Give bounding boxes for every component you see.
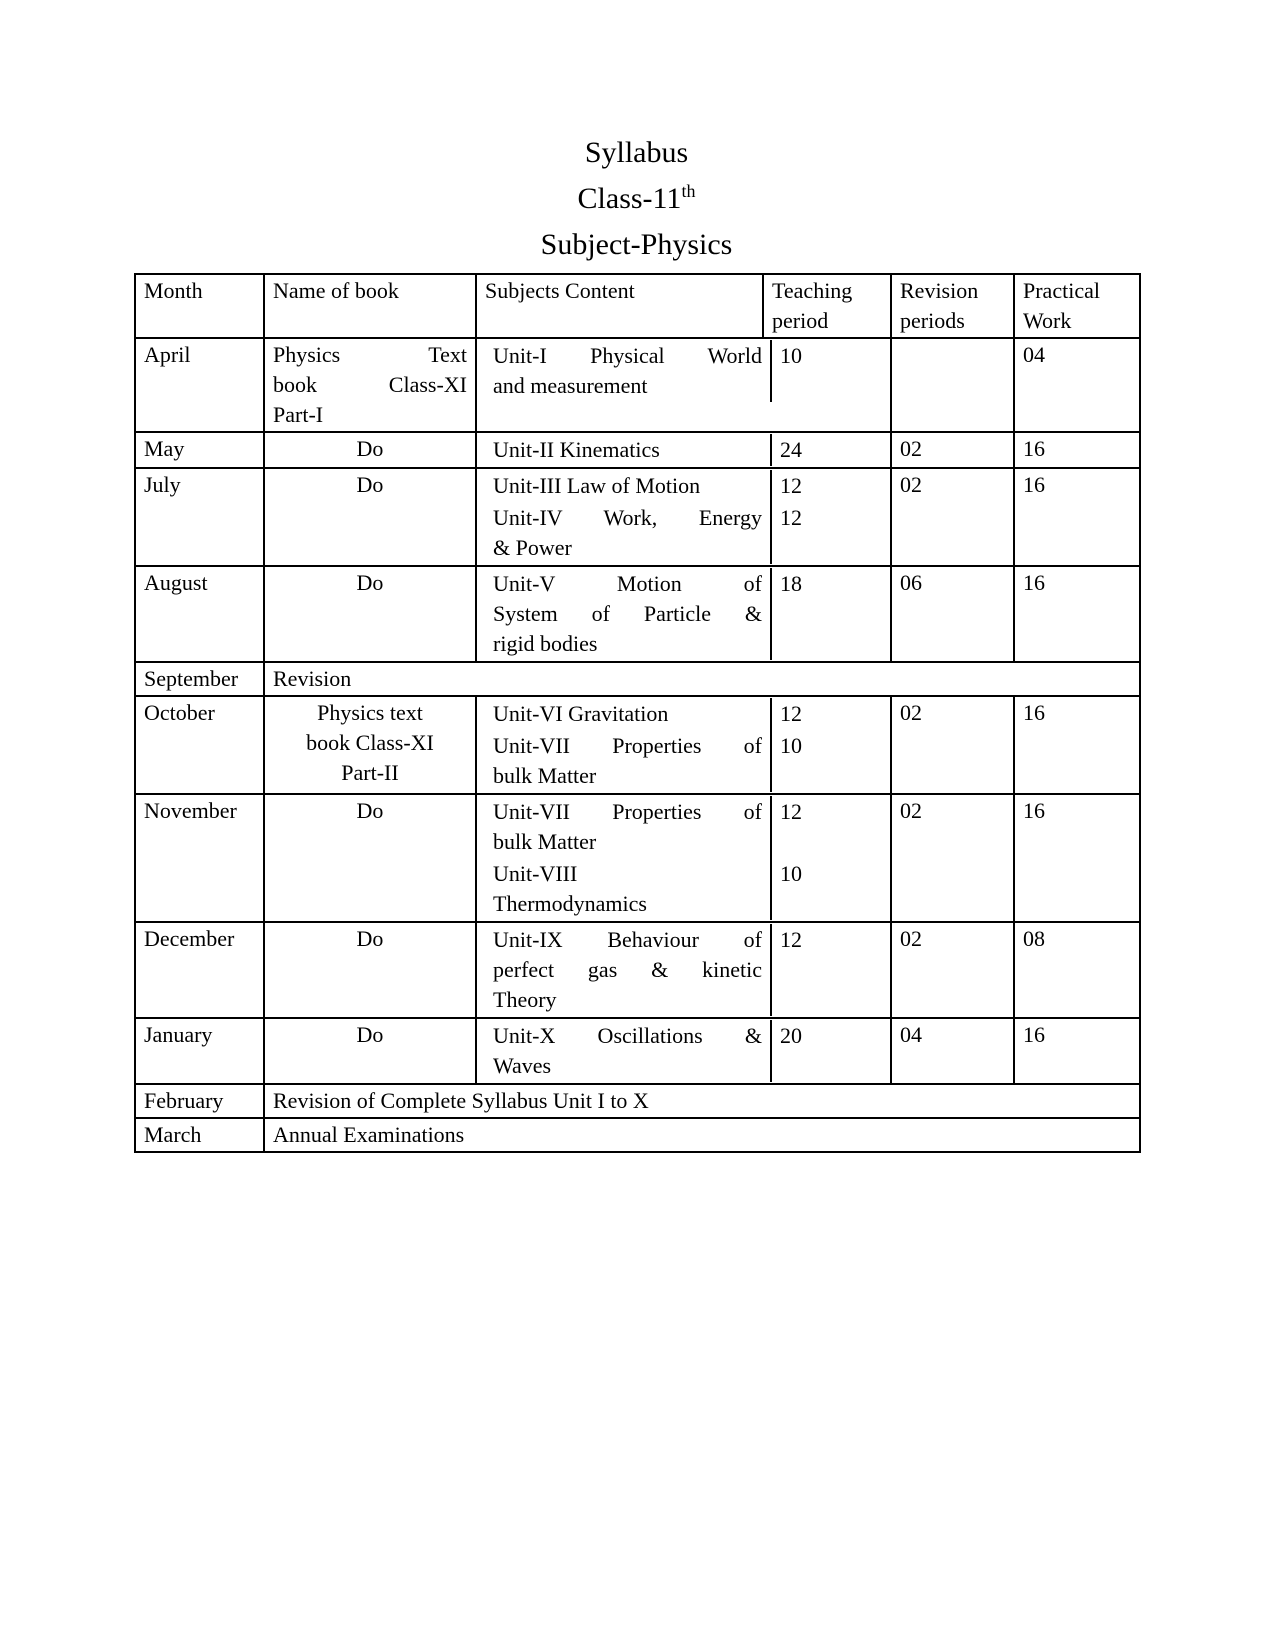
table-row-july	[135, 468, 1140, 566]
content-and-teaching-cell	[476, 566, 891, 662]
month-cell: November	[135, 794, 264, 922]
unit-item	[485, 568, 882, 660]
unit-line: Unit-X Oscillations &	[493, 1023, 762, 1048]
unit-item	[485, 924, 882, 1016]
merged-cell: Revision of Complete Syllabus Unit I to X	[264, 1084, 1140, 1118]
table-row-december	[135, 922, 1140, 1018]
month-cell: September	[135, 662, 264, 696]
unit-line: Unit-I Physical World	[493, 343, 762, 368]
teaching-period-value: 12	[780, 701, 802, 726]
header-row	[135, 274, 1140, 338]
unit-item	[485, 434, 882, 466]
title-subject: Subject-Physics	[540, 228, 733, 261]
header-month: Month	[135, 274, 264, 338]
table-row-february	[135, 1084, 1140, 1118]
book-cell: Do	[264, 1018, 476, 1084]
content-and-teaching-cell	[476, 1018, 891, 1084]
revision-periods-cell: 02	[891, 468, 1014, 566]
unit-text	[485, 502, 772, 564]
unit-item	[485, 470, 882, 502]
unit-line: and measurement	[493, 373, 648, 398]
unit-line: Unit-IX Behaviour of	[493, 927, 762, 952]
month-cell: February	[135, 1084, 264, 1118]
unit-text	[485, 470, 772, 502]
practical-work-cell: 08	[1014, 922, 1140, 1018]
merged-cell: Annual Examinations	[264, 1118, 1140, 1152]
teaching-period-value: 12	[780, 505, 802, 530]
book-cell	[264, 696, 476, 794]
unit-line: Unit-III Law of Motion	[493, 473, 701, 498]
book-line: book Class-XI	[306, 730, 434, 755]
unit-text	[485, 340, 772, 402]
header-teaching-period: Teaching period	[763, 274, 891, 338]
unit-item	[485, 730, 882, 792]
book-line: Part-I	[273, 402, 324, 427]
revision-periods-cell: 02	[891, 696, 1014, 794]
book-cell	[264, 338, 476, 432]
book-cell: Do	[264, 922, 476, 1018]
unit-line: Thermodynamics	[493, 891, 647, 916]
unit-line: Unit-VII Properties of	[493, 733, 762, 758]
table-row-april	[135, 338, 1140, 432]
unit-item	[485, 1020, 882, 1082]
practical-work-cell: 16	[1014, 566, 1140, 662]
unit-line: Unit-VIII	[493, 861, 578, 886]
unit-text	[485, 1020, 772, 1082]
month-cell: May	[135, 432, 264, 468]
teaching-period-value: 12	[780, 927, 802, 952]
book-line: Part-II	[341, 760, 399, 785]
teaching-period-value: 12	[780, 473, 802, 498]
teaching-period-value: 20	[780, 1023, 802, 1048]
table-row-march	[135, 1118, 1140, 1152]
unit-line: Unit-V Motion of	[493, 571, 762, 596]
book-cell: Do	[264, 566, 476, 662]
book-line: book Class-XI	[273, 372, 467, 397]
header-practical-work: Practical Work	[1014, 274, 1140, 338]
month-cell: January	[135, 1018, 264, 1084]
table-row-november	[135, 794, 1140, 922]
practical-work-cell: 04	[1014, 338, 1140, 432]
teaching-period-value: 24	[780, 437, 802, 462]
month-cell: March	[135, 1118, 264, 1152]
practical-work-cell: 16	[1014, 794, 1140, 922]
unit-line: & Power	[493, 535, 572, 560]
unit-line: System of Particle &	[493, 601, 762, 626]
unit-line: Unit-VII Properties of	[493, 799, 762, 824]
content-and-teaching-cell	[476, 696, 891, 794]
month-cell: October	[135, 696, 264, 794]
book-cell: Do	[264, 432, 476, 468]
table-row-january	[135, 1018, 1140, 1084]
unit-item	[485, 796, 882, 858]
practical-work-cell: 16	[1014, 432, 1140, 468]
unit-text	[485, 434, 772, 466]
unit-line: Unit-IV Work, Energy	[493, 505, 762, 530]
revision-periods-cell: 02	[891, 432, 1014, 468]
table-row-may	[135, 432, 1140, 468]
unit-text	[485, 698, 772, 730]
document-title-block	[134, 130, 1139, 268]
unit-text	[485, 858, 772, 920]
syllabus-table	[134, 273, 1141, 1153]
book-line: Physics Text	[273, 342, 467, 367]
content-and-teaching-cell	[476, 794, 891, 922]
revision-periods-cell	[891, 338, 1014, 432]
title-class-superscript: th	[681, 181, 696, 201]
header-subjects-content: Subjects Content	[476, 274, 763, 338]
month-cell: July	[135, 468, 264, 566]
month-cell: August	[135, 566, 264, 662]
unit-line: Unit-II Kinematics	[493, 437, 660, 462]
unit-line: rigid bodies	[493, 631, 598, 656]
practical-work-cell: 16	[1014, 696, 1140, 794]
teaching-period-value: 18	[780, 571, 802, 596]
title-class-base: Class-11	[577, 182, 682, 215]
table-row-august	[135, 566, 1140, 662]
header-name-of-book: Name of book	[264, 274, 476, 338]
unit-text	[485, 796, 772, 858]
practical-work-cell: 16	[1014, 468, 1140, 566]
unit-line: Theory	[493, 987, 557, 1012]
month-cell: December	[135, 922, 264, 1018]
title-class	[134, 176, 1139, 222]
content-and-teaching-cell	[476, 432, 891, 468]
revision-periods-cell: 04	[891, 1018, 1014, 1084]
teaching-period-value: 10	[780, 343, 802, 368]
unit-item	[485, 502, 882, 564]
unit-line: Unit-VI Gravitation	[493, 701, 669, 726]
table-row-october	[135, 696, 1140, 794]
teaching-period-value: 12	[780, 799, 802, 824]
practical-work-cell: 16	[1014, 1018, 1140, 1084]
header-revision-periods: Revision periods	[891, 274, 1014, 338]
book-cell: Do	[264, 468, 476, 566]
content-and-teaching-cell	[476, 338, 891, 432]
teaching-period-value: 10	[780, 861, 802, 886]
teaching-period-value: 10	[780, 733, 802, 758]
unit-item	[485, 858, 882, 920]
content-and-teaching-cell	[476, 922, 891, 1018]
title-syllabus: Syllabus	[584, 136, 689, 169]
unit-item	[485, 698, 882, 730]
unit-line: Waves	[493, 1053, 552, 1078]
revision-periods-cell: 06	[891, 566, 1014, 662]
unit-item	[485, 340, 882, 402]
unit-text	[485, 568, 772, 660]
unit-text	[485, 924, 772, 1016]
revision-periods-cell: 02	[891, 794, 1014, 922]
table-row-september	[135, 662, 1140, 696]
book-line: Physics text	[317, 700, 423, 725]
unit-line: bulk Matter	[493, 763, 597, 788]
revision-periods-cell: 02	[891, 922, 1014, 1018]
unit-line: perfect gas & kinetic	[493, 957, 762, 982]
content-and-teaching-cell	[476, 468, 891, 566]
unit-line: bulk Matter	[493, 829, 597, 854]
book-cell: Do	[264, 794, 476, 922]
merged-cell: Revision	[264, 662, 1140, 696]
unit-text	[485, 730, 772, 792]
month-cell: April	[135, 338, 264, 432]
